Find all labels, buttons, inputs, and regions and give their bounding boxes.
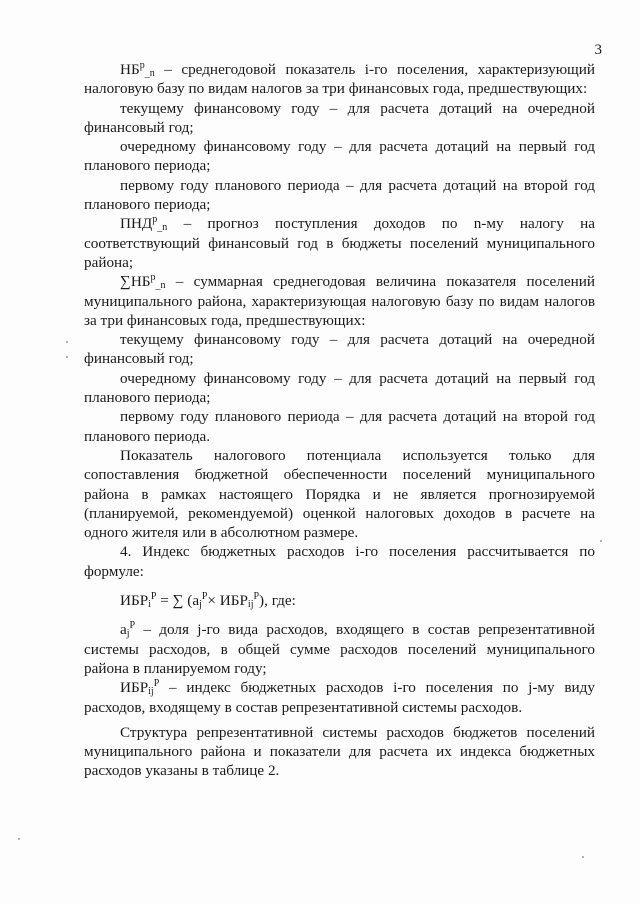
scan-speck — [18, 838, 20, 840]
scan-speck — [600, 540, 602, 542]
symbol-pnd-sup: р — [152, 214, 158, 226]
definition-ibr-ij — [84, 678, 595, 717]
symbol-nb: НБ — [120, 61, 140, 78]
definition-text: – индекс бюджетных расходов i-го поселения по j-му виду расходов, входящему в состав репрезентативной системы расходов. — [84, 679, 595, 716]
paragraph-text: – среднегодовой показатель i-го поселения, характеризующий налоговую базу по видам налогов за три финансовых года, предшествующих: — [84, 61, 595, 98]
paragraph-closing: Структура репрезентативной системы расходов бюджетов поселений муниципального района и показатели для расчета их индекса бюджетных расходов указаны в таблице 2. — [84, 723, 595, 780]
symbol-a-sub: j — [126, 628, 130, 640]
symbol-ibr: ИБР — [120, 679, 149, 697]
scan-speck — [582, 856, 584, 858]
formula-lhs-sub: i — [148, 599, 151, 611]
paragraph-item: очередному финансовому году – для расчета дотаций на первый год планового периода; — [84, 369, 595, 407]
symbol-nb-sub: _n — [144, 68, 155, 79]
definition-text: – доля j-го вида расходов, входящего в состав репрезентативной системы расходов, в общей сумме расходов поселений муниципального района в планируемом году; — [84, 621, 595, 677]
formula-a-sup: P — [201, 591, 208, 603]
body-text — [84, 60, 595, 781]
paragraph-text: – прогноз поступления доходов по n-му налогу на соответствующий финансовый год в бюджеты поселений муниципального района; — [84, 215, 595, 271]
symbol-pnd-sub: _n — [157, 222, 168, 234]
paragraph-item: первому году планового периода – для расчета дотаций на второй год планового периода. — [84, 408, 595, 445]
paragraph-section-4: 4. Индекс бюджетных расходов i-го поселения рассчитывается по формуле: — [84, 543, 595, 580]
paragraph-nb-definition — [84, 60, 595, 99]
symbol-sum-nb-sub: _n — [155, 280, 166, 292]
formula-times: × ИБР — [207, 592, 248, 610]
page-number: 3 — [594, 42, 602, 58]
paragraph-item: текущему финансовому году – для расчета дотаций на очередной финансовый год; — [84, 99, 595, 136]
paragraph-item: первому году планового периода – для расчета дотаций на второй год планового периода; — [84, 176, 595, 214]
formula-lhs: ИБР — [120, 592, 149, 610]
scan-speck — [66, 356, 68, 358]
symbol-a: a — [120, 621, 127, 639]
formula-a-sub: j — [199, 599, 202, 611]
formula-rhs-sub: ij — [247, 599, 254, 611]
formula-middle: = ∑ (a — [156, 592, 200, 610]
symbol-sum-nb-sup: р — [150, 272, 156, 284]
formula-ibr — [84, 591, 595, 610]
formula-lhs-sup: P — [150, 591, 157, 603]
paragraph-item: очередному финансовому году – для расчета дотаций на первый год планового периода; — [84, 138, 595, 175]
symbol-sum-nb: ∑НБ — [120, 273, 151, 291]
formula-rhs-sup: P — [253, 591, 260, 603]
formula-tail: ), где: — [259, 592, 296, 610]
symbol-ibr-sup: P — [153, 678, 160, 690]
paragraph-item: текущему финансовому году – для расчета дотаций на очередной финансовый год; — [84, 331, 595, 368]
paragraph-pnd-definition — [84, 214, 595, 272]
symbol-nb-sup: р — [139, 60, 145, 71]
symbol-ibr-sub: ij — [148, 686, 154, 698]
paragraph-sum-nb-definition — [84, 272, 595, 330]
symbol-pnd: ПНД — [120, 215, 153, 233]
definition-a — [84, 620, 595, 678]
paragraph-tax-potential: Показатель налогового потенциала используется только для сопоставления бюджетной обеспеченности поселений муниципального района в рамках настоящего Порядка и не является прогнозируемой (планируемой, рекомендуемой) оценкой налоговых доходов в расчете на одного жителя или в абсолютном размере. — [84, 446, 595, 542]
symbol-a-sup: P — [129, 620, 136, 632]
scan-speck — [66, 341, 68, 343]
paragraph-text: – суммарная среднегодовая величина показателя поселений муниципального района, характеризующая налоговую базу по видам налогов за три финансовых года, предшествующих: — [84, 273, 595, 329]
